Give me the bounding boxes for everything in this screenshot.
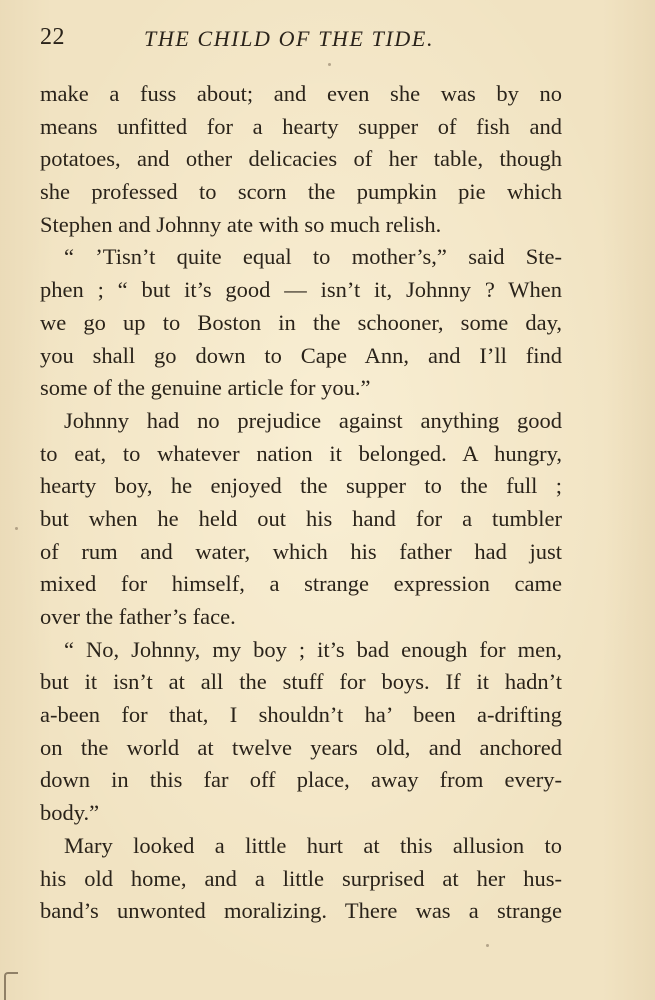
- text-line: over the father’s face.: [40, 604, 236, 629]
- paper-speck: [15, 527, 18, 530]
- text-line: hearty boy, he enjoyed the supper to the full ;: [40, 473, 562, 499]
- body-text: [40, 78, 562, 928]
- text-line: we go up to Boston in the schooner, some day,: [40, 309, 562, 335]
- text-line: “ No, Johnny, my boy ; it’s bad enough for men,: [64, 636, 562, 662]
- text-line: his old home, and a little surprised at her hus-: [40, 865, 562, 891]
- text-line: Stephen and Johnny ate with so much relish.: [40, 211, 442, 237]
- text-line: but it isn’t at all the stuff for boys. If it hadn’t: [40, 669, 562, 695]
- text-line: phen ; “ but it’s good — isn’t it, Johnny ? When: [40, 277, 562, 303]
- text-line: a-been for that, I shouldn’t ha’ been a-drifting: [40, 702, 562, 728]
- text-line: band’s unwonted moralizing. There was a strange: [40, 898, 562, 924]
- text-line: “ ’Tisn’t quite equal to mother’s,” said Ste-: [64, 244, 562, 270]
- text-line: but when he held out his hand for a tumbler: [40, 505, 562, 531]
- text-line: some of the genuine article for you.”: [40, 375, 371, 401]
- text-line: make a fuss about; and even she was by no: [40, 81, 562, 106]
- text-line: body.”: [40, 800, 100, 826]
- page-header: [40, 24, 562, 58]
- text-line: mixed for himself, a strange expression came: [40, 571, 562, 597]
- text-line: means unfitted for a hearty supper of fish and: [40, 113, 562, 139]
- text-line: you shall go down to Cape Ann, and I’ll find: [40, 342, 562, 368]
- text-line: on the world at twelve years old, and anchored: [40, 734, 562, 760]
- text-line: to eat, to whatever nation it belonged. A hungry,: [40, 440, 562, 466]
- text-line: of rum and water, which his father had just: [40, 538, 562, 564]
- text-line: Johnny had no prejudice against anything good: [64, 407, 562, 433]
- text-line: she professed to scorn the pumpkin pie which: [40, 179, 562, 205]
- page-edge-mark: [4, 972, 18, 1000]
- running-title: THE CHILD OF THE TIDE.: [144, 26, 435, 51]
- page-number: 22: [40, 24, 65, 50]
- text-line: potatoes, and other delicacies of her table, though: [40, 146, 562, 172]
- text-line: down in this far off place, away from every-: [40, 767, 562, 793]
- paper-speck: [486, 944, 489, 947]
- paper-speck: [328, 63, 331, 66]
- text-line: Mary looked a little hurt at this allusion to: [64, 832, 562, 858]
